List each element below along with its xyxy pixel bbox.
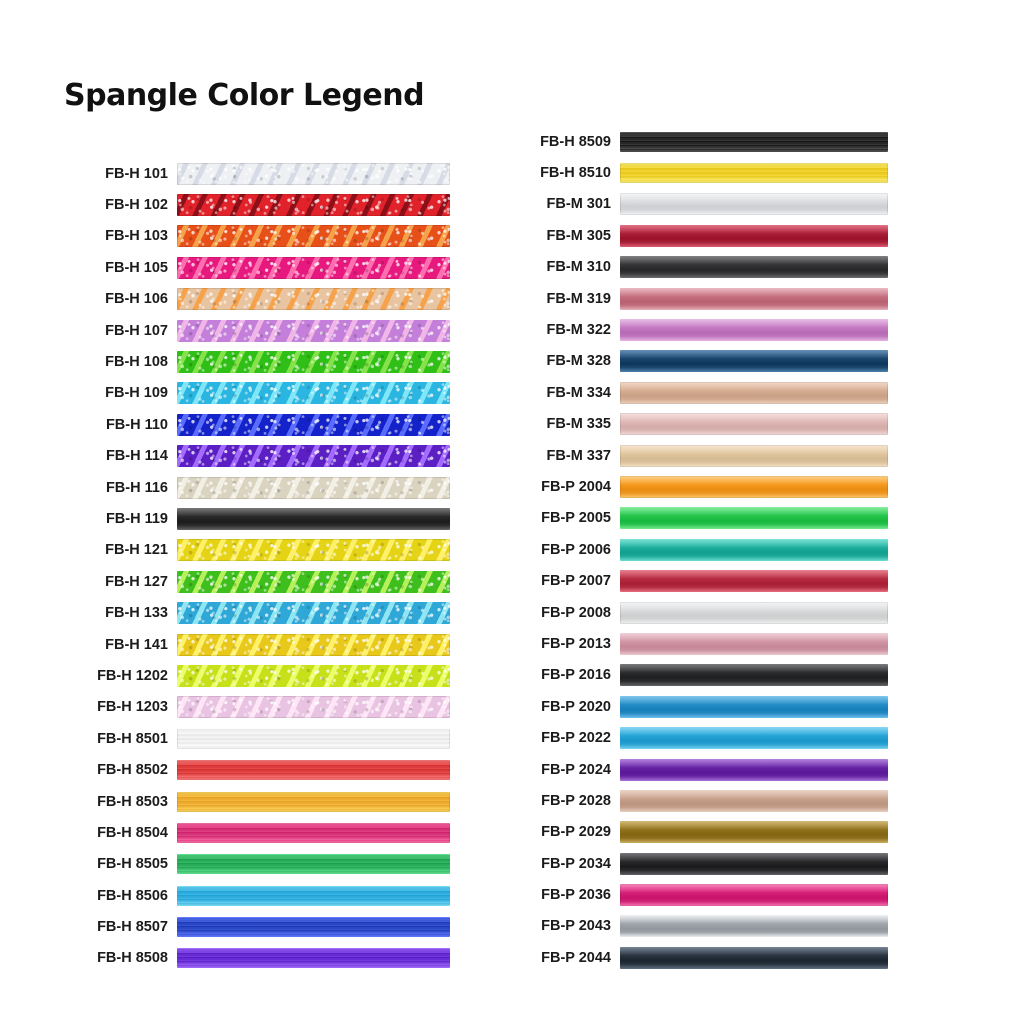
swatch-row bbox=[498, 471, 888, 502]
swatch-row bbox=[498, 565, 888, 596]
swatch-code-label: FB-M 337 bbox=[546, 447, 611, 464]
swatch-code-label: FB-H 1202 bbox=[97, 667, 168, 684]
color-swatch bbox=[620, 727, 888, 749]
swatch-row bbox=[62, 723, 450, 754]
swatch-code-label: FB-P 2020 bbox=[541, 698, 611, 715]
swatch-code-label: FB-H 141 bbox=[105, 636, 168, 653]
color-swatch bbox=[620, 163, 888, 183]
color-swatch bbox=[620, 821, 888, 843]
swatch-code-label: FB-P 2022 bbox=[541, 730, 611, 747]
swatch-row bbox=[498, 252, 888, 283]
color-swatch bbox=[620, 507, 888, 529]
swatch-column-left bbox=[62, 158, 450, 974]
swatch-code-label: FB-H 8505 bbox=[97, 856, 168, 873]
color-swatch bbox=[620, 132, 888, 152]
swatch-row bbox=[62, 786, 450, 817]
color-swatch bbox=[620, 696, 888, 718]
swatch-code-label: FB-H 107 bbox=[105, 322, 168, 339]
swatch-code-label: FB-H 8501 bbox=[97, 730, 168, 747]
color-swatch bbox=[177, 760, 450, 780]
swatch-row bbox=[62, 315, 450, 346]
swatch-code-label: FB-H 110 bbox=[105, 416, 168, 433]
swatch-row bbox=[62, 943, 450, 974]
color-swatch bbox=[177, 320, 450, 342]
color-swatch bbox=[620, 445, 888, 467]
swatch-row bbox=[498, 628, 888, 659]
swatch-code-label: FB-P 2024 bbox=[541, 761, 611, 778]
swatch-row bbox=[498, 314, 888, 345]
swatch-column-right bbox=[498, 126, 888, 974]
swatch-code-label: FB-P 2008 bbox=[541, 604, 611, 621]
swatch-code-label: FB-P 2043 bbox=[541, 918, 611, 935]
color-swatch bbox=[177, 257, 450, 279]
swatch-code-label: FB-P 2028 bbox=[541, 792, 611, 809]
color-swatch bbox=[620, 759, 888, 781]
color-swatch bbox=[620, 602, 888, 624]
color-swatch bbox=[620, 570, 888, 592]
swatch-code-label: FB-M 310 bbox=[546, 259, 611, 276]
swatch-row bbox=[62, 535, 450, 566]
color-swatch bbox=[620, 884, 888, 906]
swatch-row bbox=[62, 503, 450, 534]
color-swatch bbox=[177, 445, 450, 467]
swatch-row bbox=[498, 220, 888, 251]
swatch-code-label: FB-H 8507 bbox=[97, 919, 168, 936]
color-swatch bbox=[177, 288, 450, 310]
swatch-code-label: FB-H 114 bbox=[105, 448, 168, 465]
color-swatch bbox=[177, 539, 450, 561]
swatch-row bbox=[498, 722, 888, 753]
swatch-row bbox=[62, 629, 450, 660]
swatch-row bbox=[62, 252, 450, 283]
swatch-code-label: FB-P 2044 bbox=[541, 949, 611, 966]
swatch-code-label: FB-H 8502 bbox=[97, 762, 168, 779]
swatch-code-label: FB-H 8508 bbox=[97, 950, 168, 967]
color-swatch bbox=[620, 664, 888, 686]
swatch-code-label: FB-P 2006 bbox=[541, 541, 611, 558]
swatch-row bbox=[62, 158, 450, 189]
swatch-row bbox=[62, 346, 450, 377]
swatch-code-label: FB-M 322 bbox=[546, 322, 611, 339]
swatch-row bbox=[62, 284, 450, 315]
color-swatch bbox=[177, 948, 450, 968]
swatch-row bbox=[62, 441, 450, 472]
swatch-row bbox=[62, 472, 450, 503]
color-swatch bbox=[177, 508, 450, 530]
swatch-code-label: FB-H 108 bbox=[105, 354, 168, 371]
color-swatch bbox=[177, 854, 450, 874]
swatch-row bbox=[62, 660, 450, 691]
color-swatch bbox=[620, 633, 888, 655]
swatch-code-label: FB-P 2036 bbox=[541, 887, 611, 904]
swatch-row bbox=[498, 597, 888, 628]
swatch-row bbox=[498, 377, 888, 408]
color-swatch bbox=[620, 256, 888, 278]
color-swatch bbox=[177, 194, 450, 216]
swatch-row bbox=[62, 566, 450, 597]
swatch-code-label: FB-H 8506 bbox=[97, 887, 168, 904]
swatch-code-label: FB-H 106 bbox=[105, 291, 168, 308]
color-swatch bbox=[620, 225, 888, 247]
color-swatch bbox=[177, 729, 450, 749]
color-swatch bbox=[177, 571, 450, 593]
swatch-row bbox=[498, 157, 888, 188]
swatch-row bbox=[498, 817, 888, 848]
swatch-code-label: FB-M 335 bbox=[546, 416, 611, 433]
color-swatch bbox=[620, 319, 888, 341]
swatch-row bbox=[62, 911, 450, 942]
swatch-row bbox=[498, 754, 888, 785]
swatch-code-label: FB-P 2029 bbox=[541, 824, 611, 841]
color-swatch bbox=[177, 351, 450, 373]
swatch-code-label: FB-P 2013 bbox=[541, 635, 611, 652]
color-swatch bbox=[177, 665, 450, 687]
swatch-code-label: FB-H 103 bbox=[105, 228, 168, 245]
color-swatch bbox=[620, 350, 888, 372]
swatch-row bbox=[498, 785, 888, 816]
swatch-code-label: FB-M 301 bbox=[546, 196, 611, 213]
swatch-code-label: FB-P 2034 bbox=[541, 855, 611, 872]
swatch-row bbox=[498, 503, 888, 534]
swatch-row bbox=[62, 692, 450, 723]
swatch-code-label: FB-H 102 bbox=[105, 197, 168, 214]
swatch-code-label: FB-H 1203 bbox=[97, 699, 168, 716]
swatch-row bbox=[498, 189, 888, 220]
swatch-code-label: FB-M 319 bbox=[546, 290, 611, 307]
color-swatch bbox=[620, 382, 888, 404]
swatch-row bbox=[62, 409, 450, 440]
swatch-row bbox=[62, 189, 450, 220]
swatch-code-label: FB-H 101 bbox=[105, 165, 168, 182]
color-swatch bbox=[620, 476, 888, 498]
swatch-code-label: FB-P 2004 bbox=[541, 478, 611, 495]
swatch-row bbox=[498, 911, 888, 942]
swatch-row bbox=[498, 660, 888, 691]
swatch-row bbox=[62, 849, 450, 880]
swatch-row bbox=[62, 817, 450, 848]
swatch-code-label: FB-H 116 bbox=[105, 479, 168, 496]
swatch-code-label: FB-H 133 bbox=[105, 605, 168, 622]
swatch-code-label: FB-H 8509 bbox=[540, 133, 611, 150]
color-swatch bbox=[177, 163, 450, 185]
swatch-code-label: FB-P 2007 bbox=[541, 573, 611, 590]
swatch-row bbox=[498, 440, 888, 471]
swatch-code-label: FB-P 2016 bbox=[541, 667, 611, 684]
color-swatch bbox=[177, 225, 450, 247]
swatch-row bbox=[498, 534, 888, 565]
swatch-row bbox=[498, 691, 888, 722]
swatch-row bbox=[62, 378, 450, 409]
color-swatch bbox=[177, 602, 450, 624]
color-swatch bbox=[620, 915, 888, 937]
swatch-code-label: FB-H 119 bbox=[105, 510, 168, 527]
swatch-row bbox=[62, 754, 450, 785]
color-swatch bbox=[620, 539, 888, 561]
swatch-row bbox=[498, 283, 888, 314]
color-swatch bbox=[177, 886, 450, 906]
swatch-code-label: FB-H 8510 bbox=[540, 165, 611, 182]
swatch-code-label: FB-M 305 bbox=[546, 227, 611, 244]
swatch-row bbox=[498, 942, 888, 973]
color-swatch bbox=[620, 413, 888, 435]
color-swatch bbox=[177, 823, 450, 843]
color-swatch bbox=[620, 790, 888, 812]
color-swatch bbox=[620, 193, 888, 215]
swatch-row bbox=[62, 597, 450, 628]
color-swatch bbox=[620, 947, 888, 969]
swatch-row bbox=[498, 346, 888, 377]
swatch-row bbox=[498, 409, 888, 440]
color-swatch bbox=[177, 792, 450, 812]
swatch-code-label: FB-H 8504 bbox=[97, 824, 168, 841]
color-swatch bbox=[620, 853, 888, 875]
color-swatch bbox=[620, 288, 888, 310]
swatch-code-label: FB-P 2005 bbox=[541, 510, 611, 527]
color-swatch bbox=[177, 917, 450, 937]
color-swatch bbox=[177, 382, 450, 404]
swatch-row bbox=[498, 879, 888, 910]
color-swatch bbox=[177, 477, 450, 499]
swatch-code-label: FB-H 105 bbox=[105, 259, 168, 276]
swatch-code-label: FB-H 8503 bbox=[97, 793, 168, 810]
color-swatch bbox=[177, 634, 450, 656]
swatch-row bbox=[62, 221, 450, 252]
swatch-code-label: FB-M 334 bbox=[546, 384, 611, 401]
swatch-code-label: FB-M 328 bbox=[546, 353, 611, 370]
swatch-code-label: FB-H 121 bbox=[105, 542, 168, 559]
swatch-code-label: FB-H 127 bbox=[105, 573, 168, 590]
color-swatch bbox=[177, 696, 450, 718]
swatch-row bbox=[498, 848, 888, 879]
swatch-row bbox=[498, 126, 888, 157]
page-title: Spangle Color Legend bbox=[64, 78, 425, 113]
color-swatch bbox=[177, 414, 450, 436]
swatch-row bbox=[62, 880, 450, 911]
swatch-code-label: FB-H 109 bbox=[105, 385, 168, 402]
